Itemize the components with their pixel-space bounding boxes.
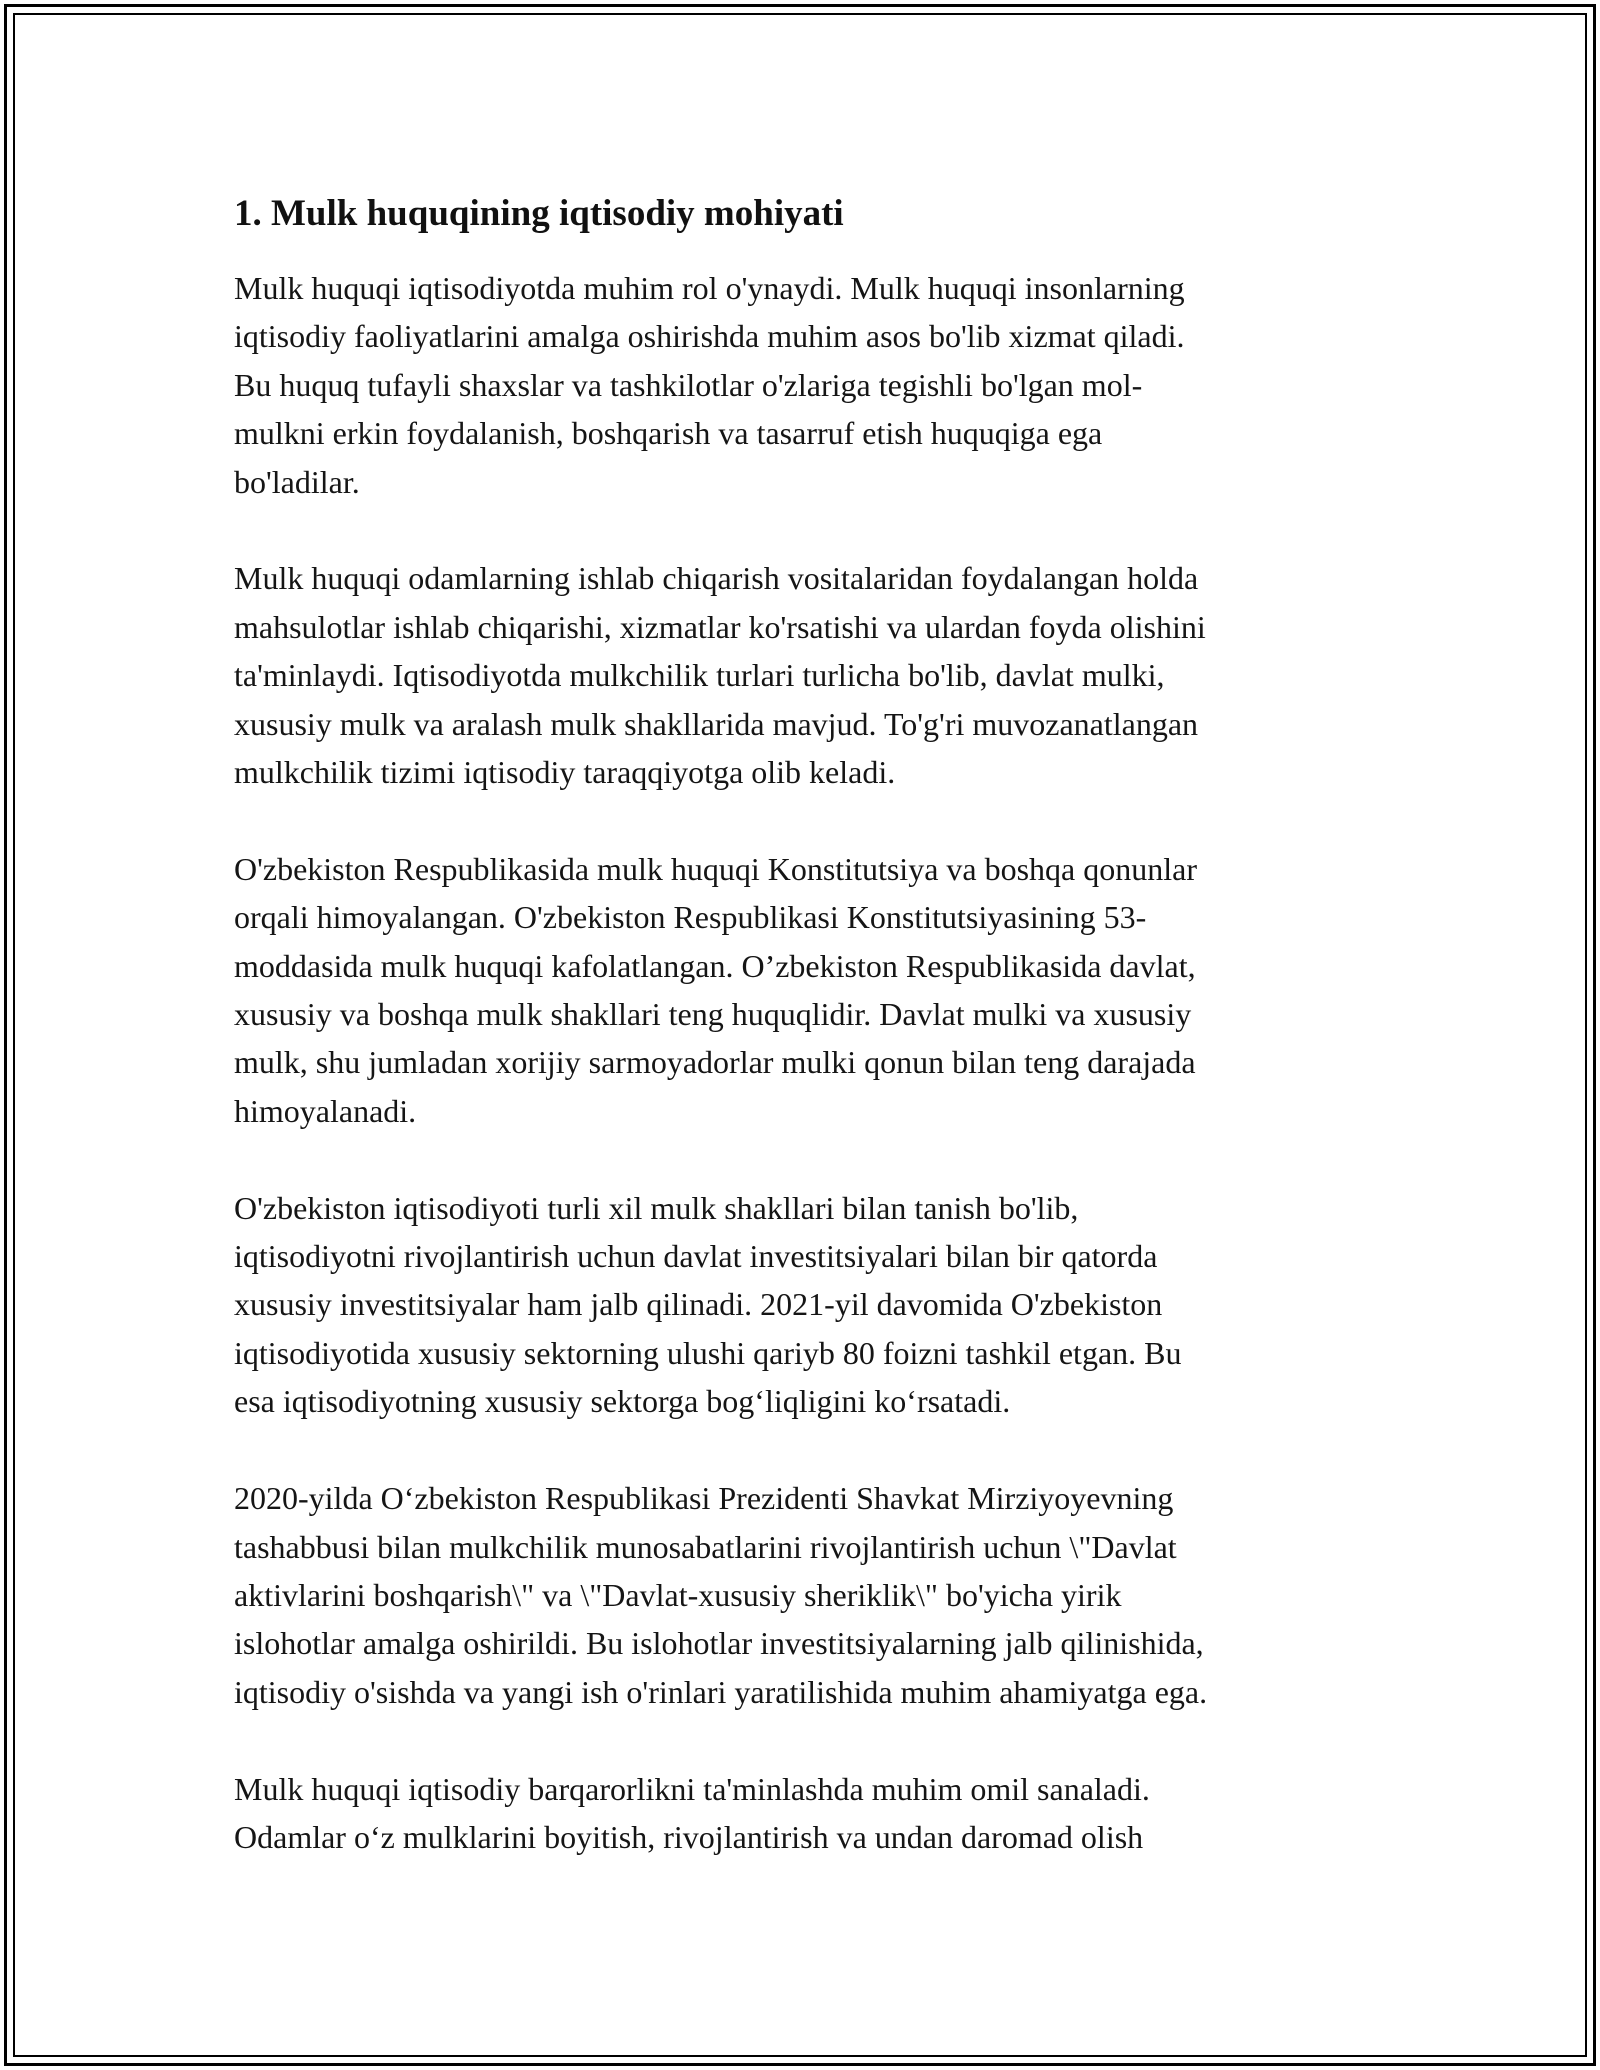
paragraph-6: Mulk huquqi iqtisodiy barqarorlikni ta'minlashda muhim omil sanaladi. Odamlar o‘z mulklarini boyitish, rivojlantirish va undan daromad olish xyxy=(234,1770,1150,1855)
paragraph-4: O'zbekiston iqtisodiyoti turli xil mulk shakllari bilan tanish bo'lib, iqtisodiyotni rivojlantirish uchun davlat investitsiyalari bilan bir qatorda xususiy investitsiyalar ham jalb qilinadi. 2021-yil davomida O'zbekiston iqtisodiyotida xususiy sektorning ulushi qariyb 80 foizni tashkil etgan. Bu esa iqtisodiyotning xususiy sektorga bog‘liqligini ko‘rsatadi. xyxy=(234,1189,1182,1420)
paragraph-1: Mulk huquqi iqtisodiyotda muhim rol o'ynaydi. Mulk huquqi insonlarning iqtisodiy faoliyatlarini amalga oshirishda muhim asos bo'lib xizmat qiladi. Bu huquq tufayli shaxslar va tashkilotlar o'zlariga tegishli bo'lgan mol- mulkni erkin foydalanish, boshqarish va tasarruf etish huquqiga ega bo'ladilar. xyxy=(234,270,1185,500)
paragraph-3: O'zbekiston Respublikasida mulk huquqi Konstitutsiya va boshqa qonunlar orqali himoyalangan. O'zbekiston Respublikasi Konstitutsiyasining 53- moddasida mulk huquqi kafolatlangan. O’zbekiston Respublikasida davlat, xususiy va boshqa mulk shakllari teng huquqlidir. Davlat mulki va xususiy mulk, shu jumladan xorijiy sarmoyadorlar mulki qonun bilan teng darajada himoyalanadi. xyxy=(234,850,1197,1129)
paragraph-2: Mulk huquqi odamlarning ishlab chiqarish vositalaridan foydalangan holda mahsulotlar ishlab chiqarishi, xizmatlar ko'rsatishi va ulardan foyda olishini ta'minlaydi. Iqtisodiyotda mulkchilik turlari turlicha bo'lib, davlat mulki, xususiy mulk va aralash mulk shakllarida mavjud. To'g'ri muvozanatlangan mulkchilik tizimi iqtisodiy taraqqiyotga olib keladi. xyxy=(234,560,1206,791)
document-body xyxy=(234,190,1374,1910)
section-heading: 1. Mulk huquqining iqtisodiy mohiyati xyxy=(234,193,844,234)
paragraph-5: 2020-yilda O‘zbekiston Respublikasi Prezidenti Shavkat Mirziyoyevning tashabbusi bilan mulkchilik munosabatlarini rivojlantirish uchun \"Davlat aktivlarini boshqarish\" va \"Davlat-xususiy sheriklik\" bo'yicha yirik islohotlar amalga oshirildi. Bu islohotlar investitsiyalarning jalb qilinishida, iqtisodiy o'sishda va yangi ish o'rinlari yaratilishida muhim ahamiyatga ega. xyxy=(234,1480,1208,1710)
